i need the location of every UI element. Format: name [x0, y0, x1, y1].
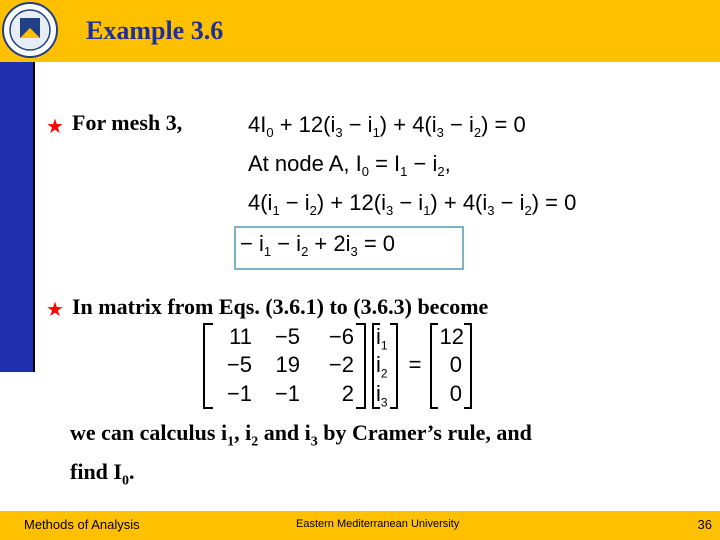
equation-line-2: At node A, $I_0 = I_1 - i_2$, — [248, 151, 451, 179]
rhs-cell: 0 — [449, 352, 462, 377]
matrix-cell: −1 — [226, 381, 252, 406]
matrix-cell: 2 — [341, 381, 354, 406]
coefficient-matrix-left-bracket — [203, 323, 213, 409]
matrix-cell: −5 — [274, 324, 300, 349]
bullet-matrix-text: In matrix from Eqs. (3.6.1) to (3.6.3) become — [72, 294, 489, 319]
star-bullet-icon: ★ — [46, 116, 64, 138]
unknown-i2: $i_2$ — [376, 352, 388, 381]
closing-line-2: find $I_0$. — [70, 459, 135, 489]
footer-course-title: Methods of Analysis — [24, 517, 140, 532]
slide-title: Example 3.6 — [86, 16, 224, 45]
unknown-i1: $i_1$ — [376, 324, 388, 353]
closing-text — [70, 418, 532, 497]
matrix-cell: −5 — [226, 352, 252, 377]
matrix-cell: −6 — [328, 324, 354, 349]
equals-sign: = — [408, 352, 422, 377]
matrix-cell: −1 — [274, 381, 300, 406]
page-number: 36 — [697, 517, 712, 532]
footer-university: Eastern Mediterranean University — [296, 518, 460, 530]
matrix-cell: 19 — [275, 352, 300, 377]
star-bullet-icon: ★ — [46, 299, 64, 321]
equation-line-1: $4I_0 + 12(i_3 - i_1) + 4(i_3 - i_2) = 0$ — [248, 112, 526, 140]
closing-line-1: we can calculus $i_1$, $i_2$ and $i_3$ by Cramer’s rule, and — [70, 420, 532, 450]
left-accent-bar — [0, 62, 35, 372]
equation-line-4: − $i_1 - i_2 + 2i_3 = 0$ — [240, 231, 396, 259]
matrix-cell: 11 — [229, 324, 252, 349]
university-logo — [2, 2, 58, 58]
rhs-cell: 12 — [439, 324, 464, 349]
unknown-i3: $i_3$ — [376, 381, 388, 410]
rhs-cell: 0 — [449, 381, 462, 406]
footer-bar — [0, 511, 720, 540]
coefficient-matrix-right-bracket — [356, 323, 366, 409]
matrix-cell: −2 — [328, 352, 354, 377]
rhs-vector-right-bracket — [464, 323, 472, 409]
equation-line-3: $4(i_1 - i_2) + 12(i_3 - i_1) + 4(i_3 - i_2) = 0$ — [248, 190, 577, 218]
bullet-mesh3-text: For mesh 3, — [72, 110, 183, 135]
header-bar — [0, 0, 720, 62]
